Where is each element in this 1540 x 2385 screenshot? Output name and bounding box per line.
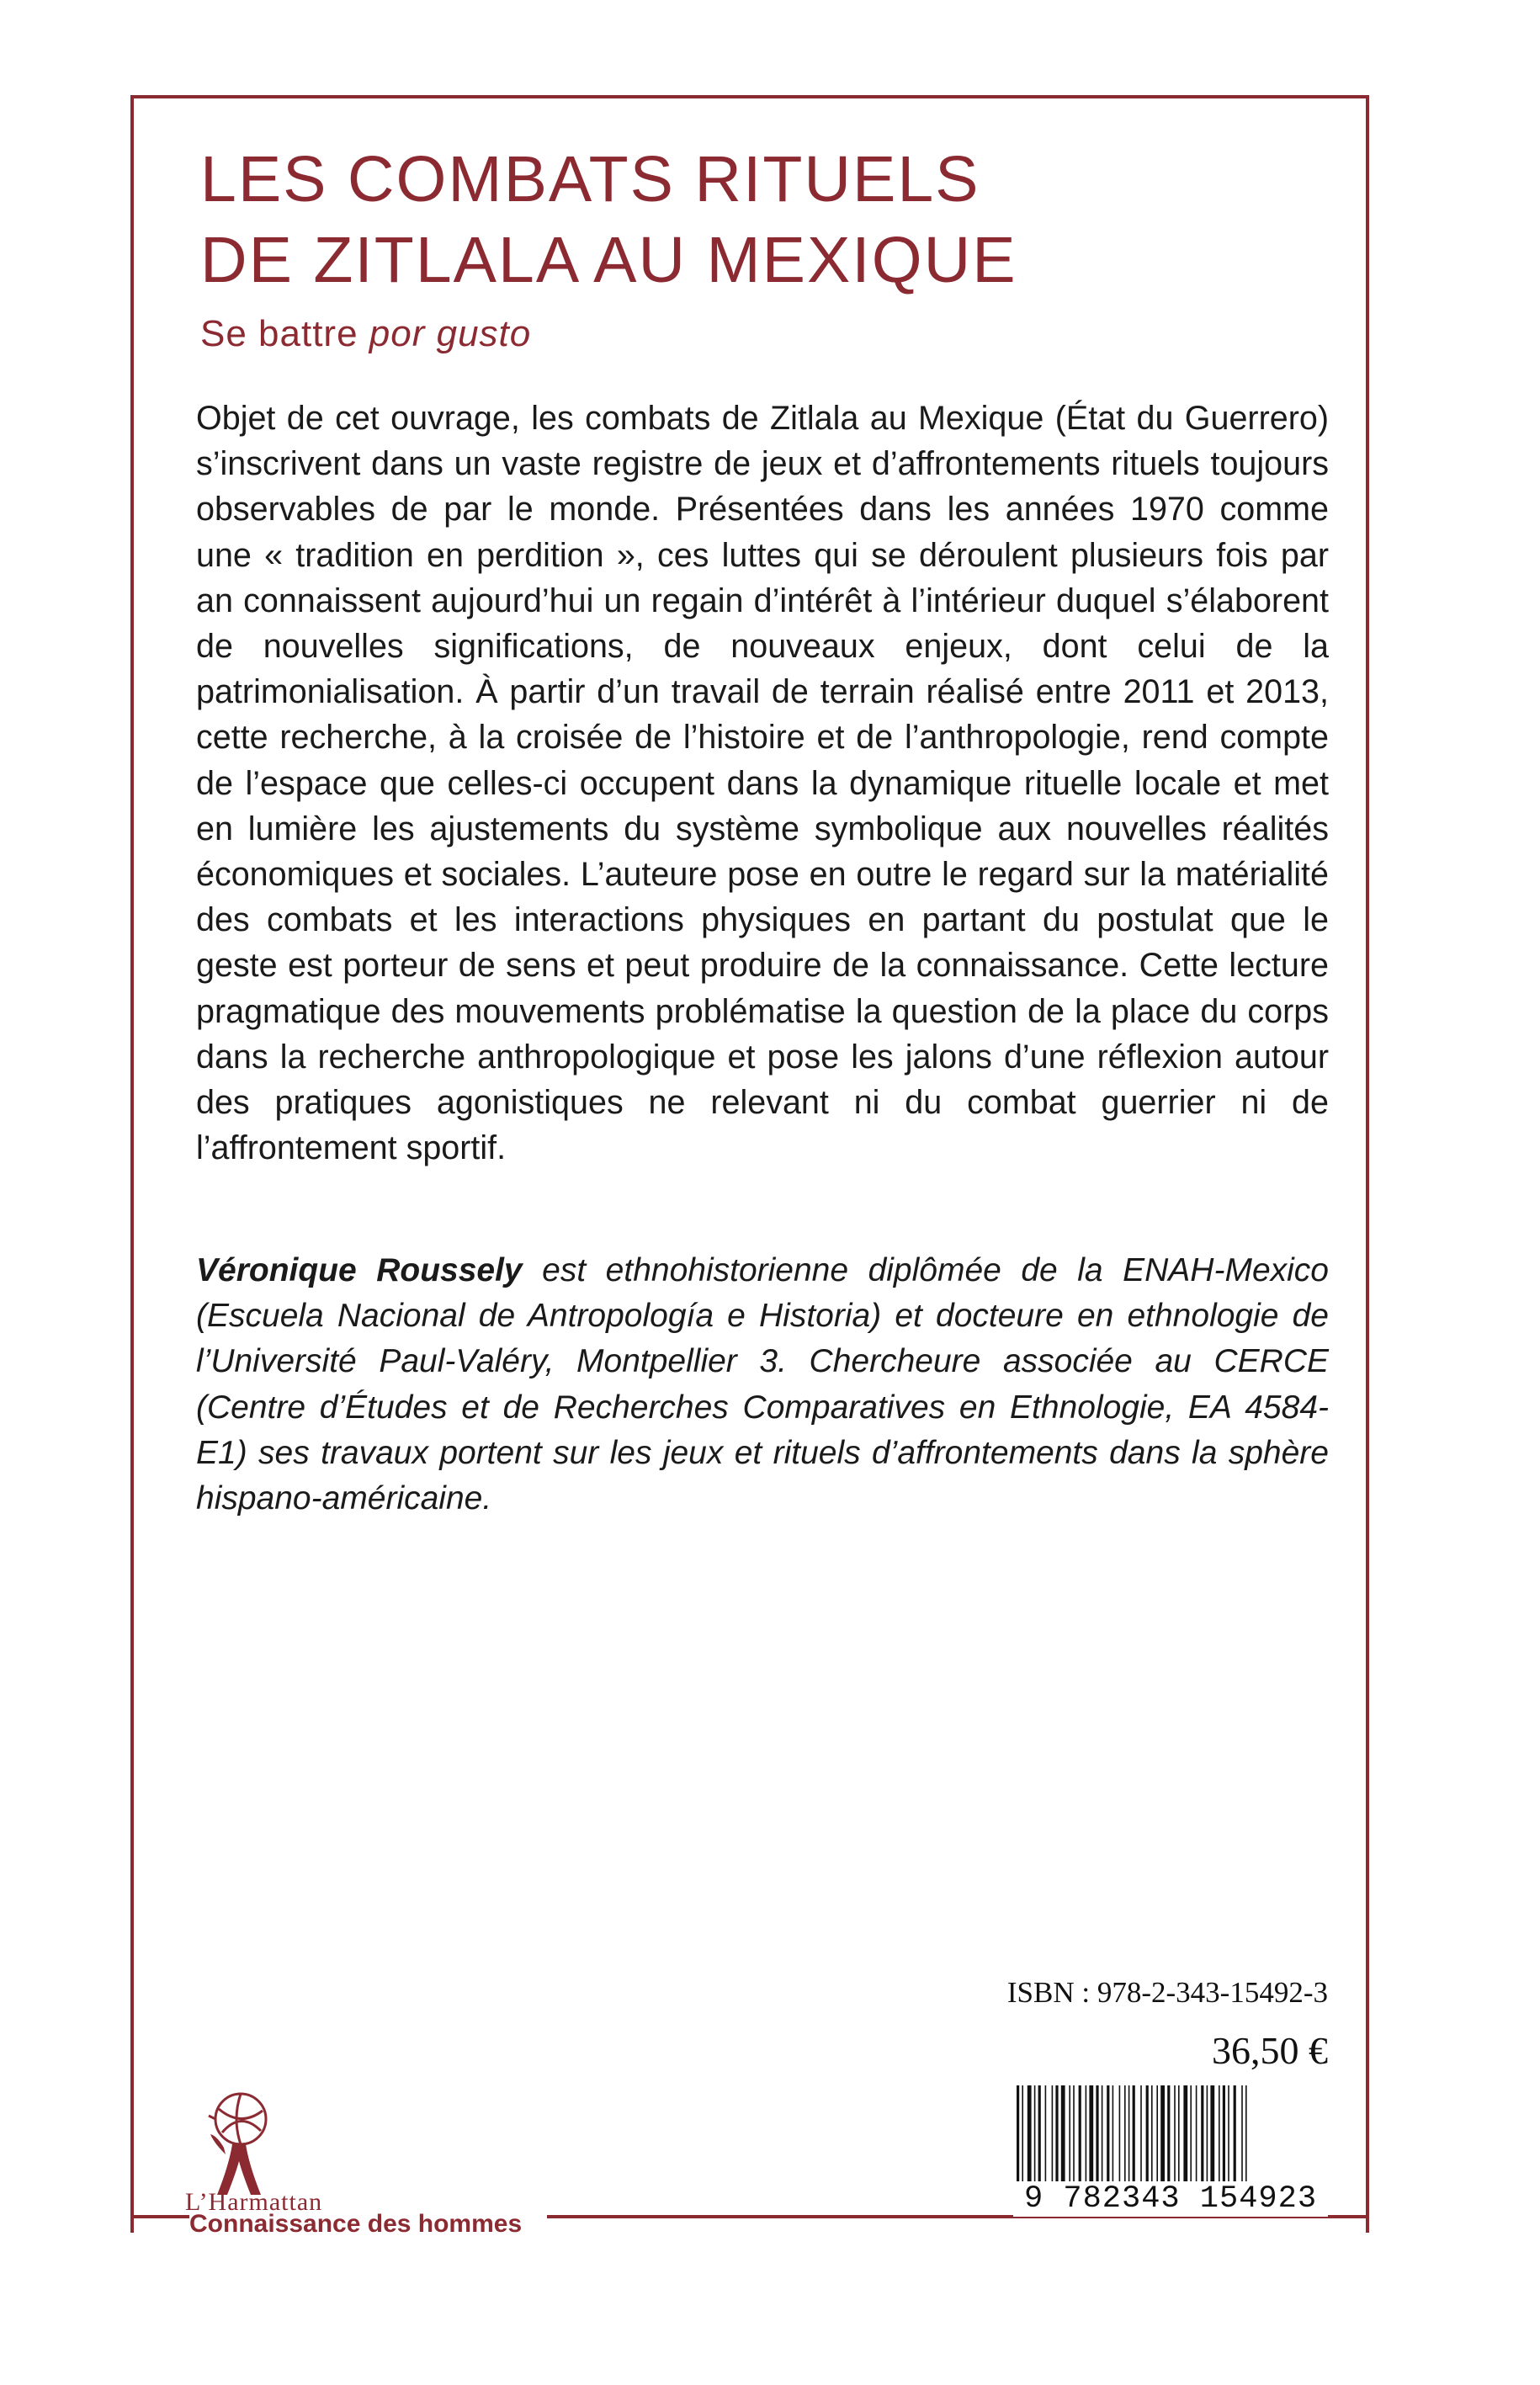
- barcode-bar: [1201, 2085, 1203, 2185]
- collection-name: Connaissance des hommes: [189, 2210, 523, 2238]
- barcode-bar: [1128, 2085, 1130, 2185]
- barcode-bar: [1022, 2085, 1023, 2185]
- barcode-bar: [1038, 2085, 1041, 2185]
- barcode-bar: [1228, 2085, 1229, 2185]
- barcode-bar: [1210, 2085, 1214, 2185]
- barcode-bar: [1079, 2085, 1081, 2185]
- barcode-digits: 9 782343 154923: [1013, 2181, 1328, 2217]
- barcode-bar: [1167, 2085, 1170, 2185]
- barcode-bar: [1190, 2085, 1192, 2185]
- publisher-logo-icon: [192, 2085, 286, 2205]
- barcode-bar: [1073, 2085, 1075, 2185]
- book-description: Objet de cet ouvrage, les combats de Zitlala au Mexique (État du Guerrero) s’inscrivent dans un vaste registre de jeux et d’affrontements rituels toujours observables de par le monde. Présentées dans les années 1970 comme une « tradition en perdition », ces luttes qui se déroulent plusieurs fois par an connaissent aujourd’hui un regain d’intérêt à l’intérieur duquel s’élaborent de nouvelles significations, de nouveaux enjeux, dont celui de la patrimonialisation. À partir d’un travail de terrain réalisé entre 2011 et 2013, cette recherche, à la croisée de l’histoire et de l’anthropologie, rend compte de l’espace que celles-ci occupent dans la dynamique rituelle locale et met en lumière les ajustements du système symbolique aux nouvelles réalités économiques et sociales. L’auteure pose en outre le regard sur la matérialité des combats et les interactions physiques en partant du postulat que le geste est porteur de sens et peut produire de la connaissance. Cette lecture pragmatique des mouvements problématise la question de la place du corps dans la recherche anthropologique et pose les jalons d’une réflexion autour des pratiques agonistiques ne relevant ni du combat guerrier ni de l’affrontement sportif.: [196, 400, 1329, 1167]
- barcode-bar: [1028, 2085, 1032, 2185]
- barcode-bar: [1119, 2085, 1121, 2185]
- author-bio-text: est ethnohistorienne diplômée de la ENAH-Mexico (Escuela Nacional de Antropología e Historia) et docteure en ethnologie de l’Université Paul-Valéry, Montpellier 3. Chercheure associée au CERCE (Centre d’Études et de Recherches Comparatives en Ethnologie, EA 4584-E1) ses travaux portent sur les jeux et rituels d’affrontements dans la sphère hispano-américaine.: [196, 1252, 1329, 1517]
- barcode-bar: [1034, 2085, 1036, 2185]
- barcode-bar: [1124, 2085, 1126, 2185]
- barcode-bar: [1140, 2085, 1142, 2185]
- subtitle-italic: por gusto: [369, 313, 532, 354]
- barcode-bar: [1096, 2085, 1098, 2185]
- barcode-bar: [1183, 2085, 1187, 2185]
- author-name: Véronique Roussely: [196, 1252, 523, 1288]
- author-bio: [196, 1248, 1329, 1522]
- barcode-bar: [1219, 2085, 1220, 2185]
- barcode-bar: [1146, 2085, 1149, 2185]
- barcode-bar: [1223, 2085, 1225, 2185]
- barcode-bar: [1174, 2085, 1176, 2185]
- barcode: [1013, 2085, 1328, 2271]
- barcode-bar: [1069, 2085, 1070, 2185]
- barcode-bar: [1234, 2085, 1236, 2185]
- barcode-bar: [1160, 2085, 1165, 2185]
- barcode-bar: [1133, 2085, 1135, 2185]
- barcode-bar: [1113, 2085, 1114, 2185]
- barcode-bar: [1086, 2085, 1087, 2185]
- barcode-bar: [1055, 2085, 1058, 2185]
- barcode-bar: [1089, 2085, 1093, 2185]
- title-line-2: DE ZITLALA AU MEXIQUE: [200, 224, 1017, 296]
- barcode-bar: [1241, 2085, 1243, 2185]
- barcode-bar: [1151, 2085, 1153, 2185]
- barcode-bar: [1052, 2085, 1054, 2185]
- subtitle-plain: Se battre: [200, 313, 369, 354]
- barcode-bar: [1156, 2085, 1158, 2185]
- isbn: ISBN : 978-2-343-15492-3: [1006, 1976, 1328, 2009]
- barcode-bar: [1245, 2085, 1247, 2185]
- barcode-bar: [1196, 2085, 1197, 2185]
- barcode-bar: [1045, 2085, 1047, 2185]
- barcode-bar: [1061, 2085, 1065, 2185]
- publisher-name: L’Harmattan: [185, 2188, 323, 2216]
- book-title: [200, 139, 1294, 300]
- barcode-bar: [1207, 2085, 1208, 2185]
- barcode-bar: [1107, 2085, 1109, 2185]
- barcode-bar: [1017, 2085, 1019, 2185]
- book-subtitle: [200, 313, 531, 355]
- barcode-bar: [1102, 2085, 1103, 2185]
- barcode-bar: [1178, 2085, 1180, 2185]
- title-line-1: LES COMBATS RITUELS: [200, 143, 980, 215]
- price: 36,50 €: [1212, 2029, 1328, 2072]
- frame-bottom-left: [130, 2215, 189, 2218]
